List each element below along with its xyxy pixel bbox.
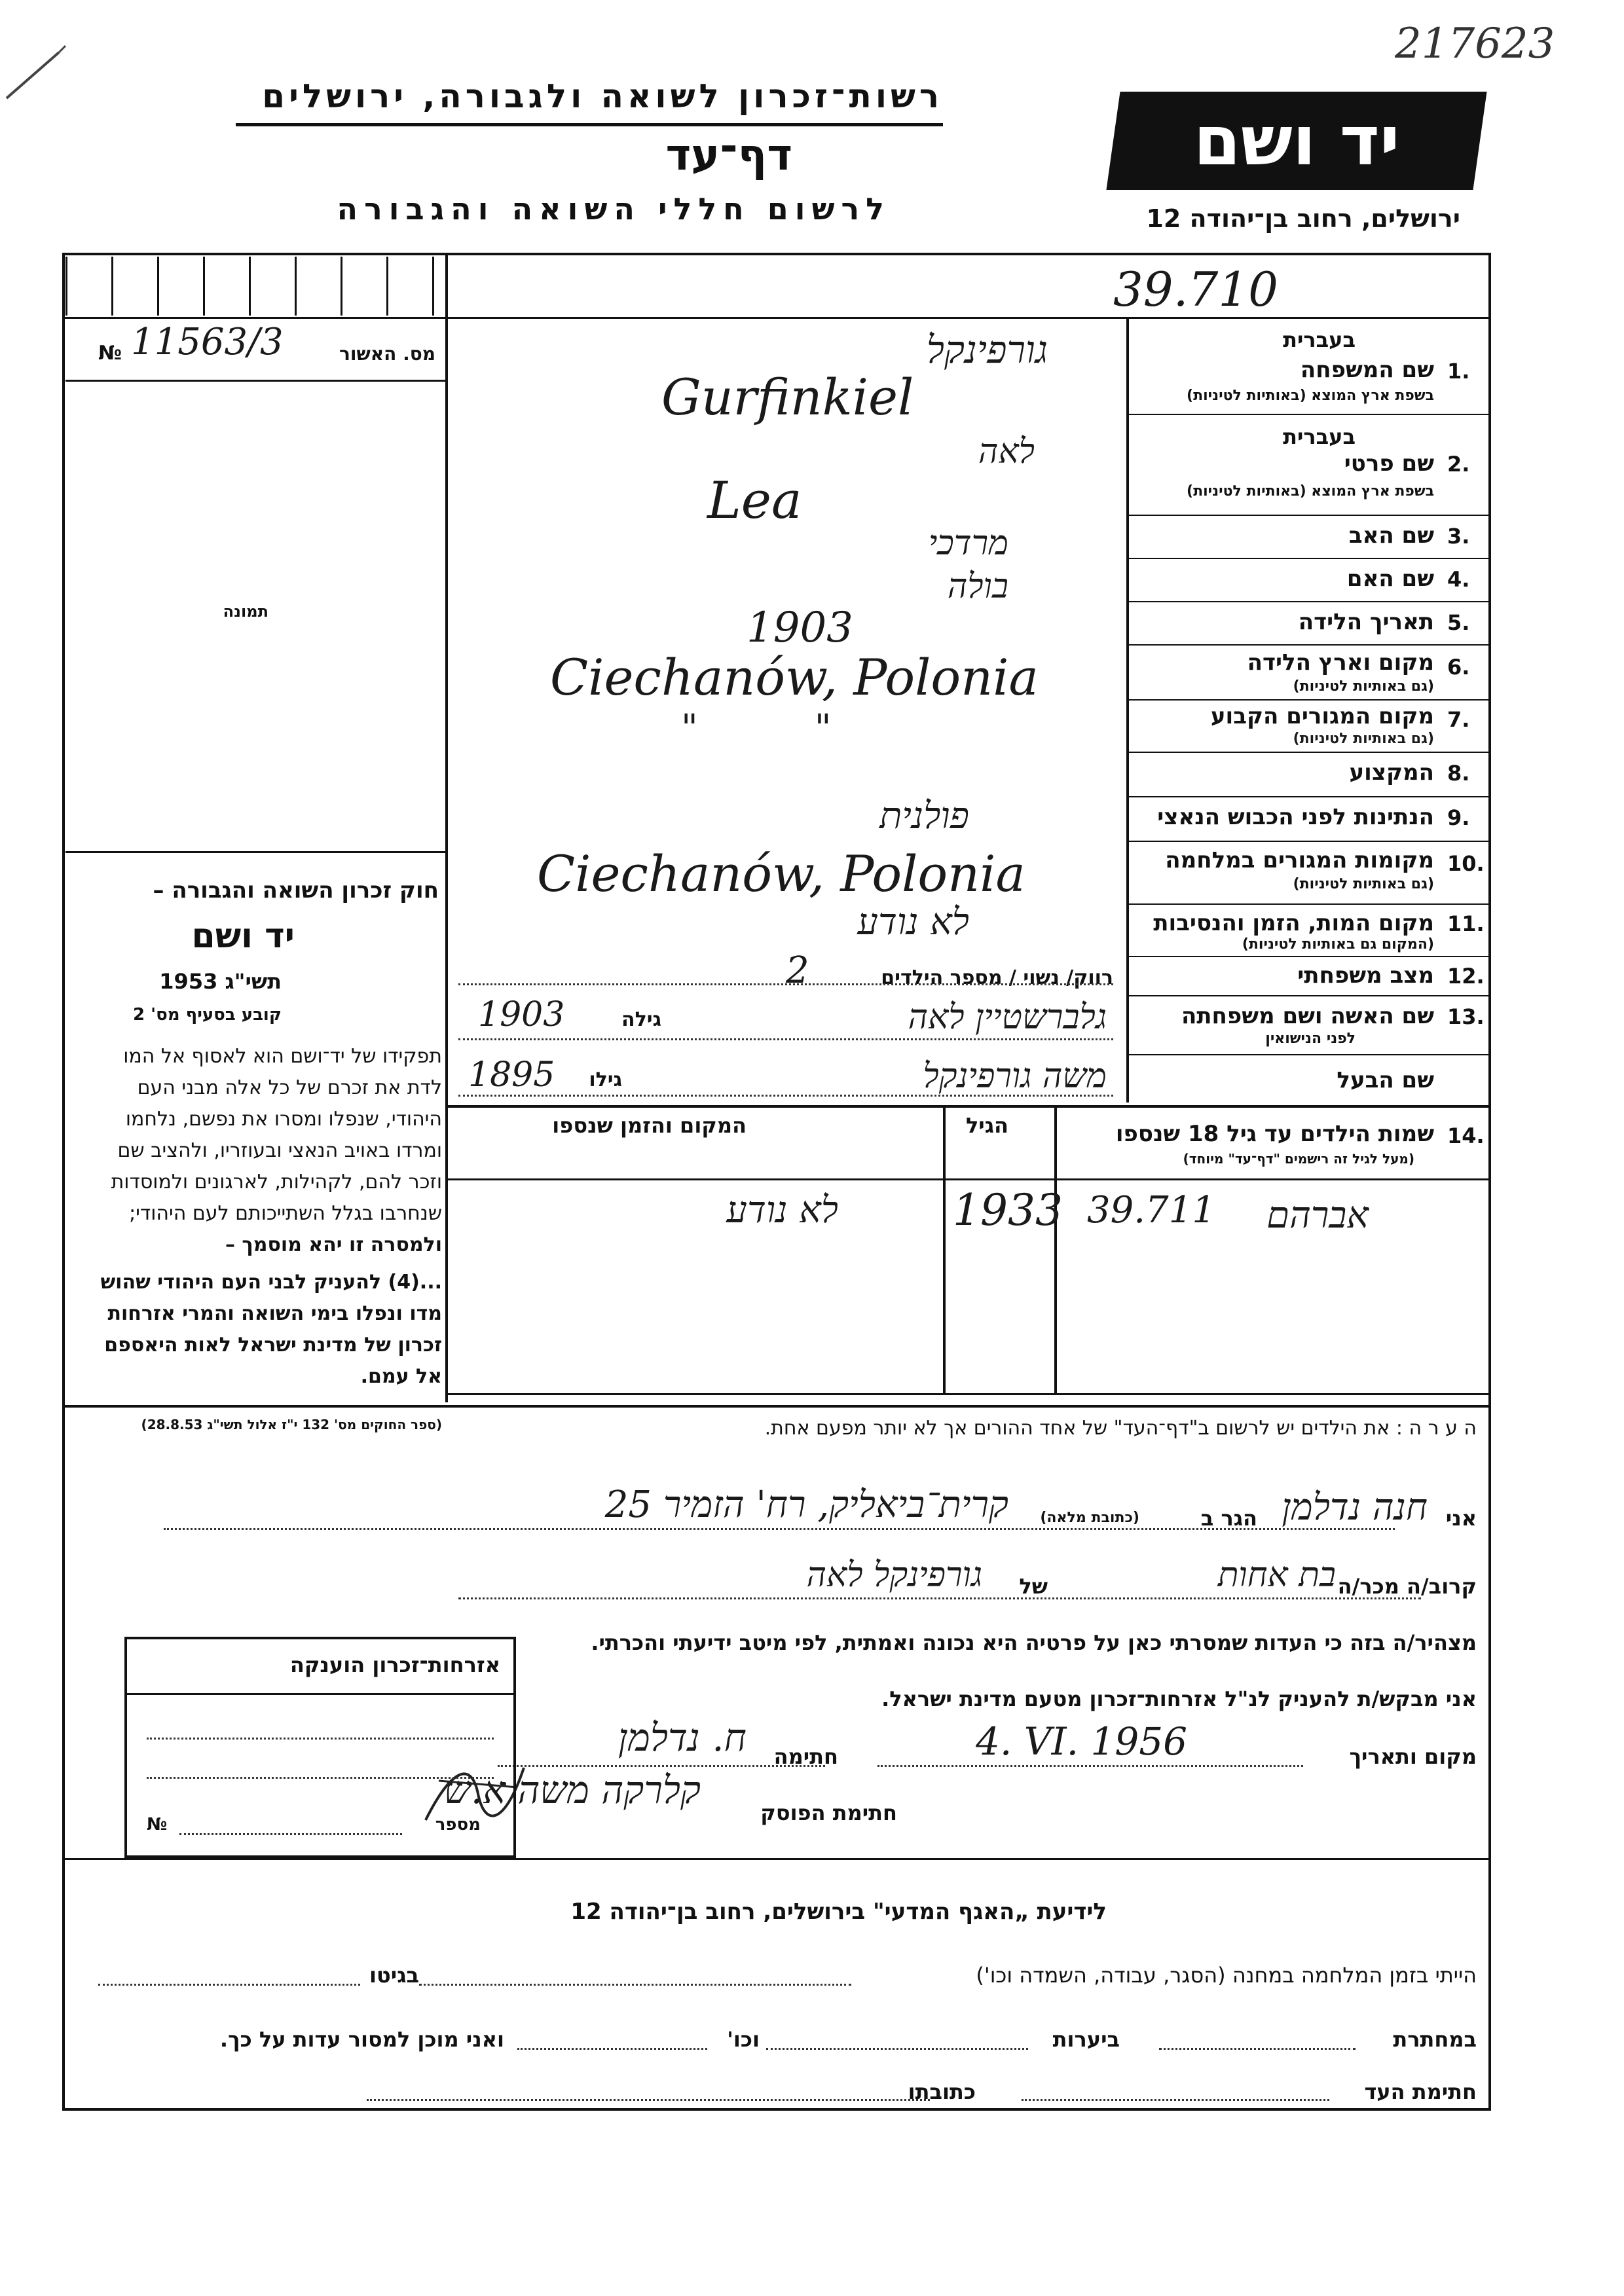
field-2-sub-heb: בעברית bbox=[1283, 424, 1356, 449]
children-sub: (מעל לגיל זה רישמים "דף־עד" מיוחד) bbox=[1183, 1151, 1414, 1167]
field-10-label: מקומות המגורים במלחמה bbox=[1165, 847, 1434, 873]
field-4-num: 4. bbox=[1447, 567, 1470, 592]
field-9-num: 9. bbox=[1447, 805, 1470, 830]
field-6-label: מקום וארץ הלידה bbox=[1247, 649, 1434, 676]
field-13-age: 1903 bbox=[478, 995, 565, 1034]
decl-signature: ח. נדלמן bbox=[618, 1715, 747, 1760]
decl-relative-label: קרוב/ה מכר/ה bbox=[1337, 1574, 1477, 1599]
frame-right bbox=[1488, 253, 1491, 1405]
footer-underground: במחתרת bbox=[1393, 2027, 1477, 2052]
decl-signature-label: חתימה bbox=[773, 1744, 838, 1769]
field-13-value: גלברשטיין לאה bbox=[908, 998, 1107, 1037]
field-1-sub: בשפת ארץ המוצא (באותיות לטיניות) bbox=[1187, 388, 1434, 404]
citizenship-no: № bbox=[147, 1815, 168, 1834]
children-col-place: המקום והזמן שנספו bbox=[552, 1113, 747, 1138]
decl-name: חנה נדלמן bbox=[1282, 1486, 1428, 1529]
field-13-num: 13. bbox=[1447, 1004, 1485, 1029]
field-6-sub: (גם באותיות לטיניות) bbox=[1293, 678, 1434, 695]
field-12-label: מצב משפחתי bbox=[1297, 962, 1434, 989]
left-column-divider bbox=[445, 253, 448, 1402]
field-13-label: שם האשה ושם משפחתה bbox=[1181, 1003, 1434, 1029]
field-13-age-label: גילה bbox=[621, 1008, 661, 1031]
law-paragraph-1: תפקידו של יד־ושם הוא לאסוף אל המו לדת את זכרם של כל אלה מבני העם היהודי, שנפלו ומסרו את נפשם, נלחמו ומרדו באויב הנאצי ובעוזריו, ולהציב שם וזכר להם, לקהילות, לארגונים ולמוסדות שנחרבו בגלל השתייכותם לעם היהודי; ולמסרה זו יהא מוסמך – bbox=[111, 1045, 442, 1256]
field-11-sub: (המקום גם באותיות לטיניות) bbox=[1242, 936, 1434, 953]
child-name: אברהם bbox=[1266, 1194, 1369, 1237]
header-address: ירושלים, רחוב בן־יהודה 12 bbox=[1146, 204, 1460, 233]
decl-address: קרית־ביאליק, רח' הזמיר 25 bbox=[604, 1484, 1008, 1526]
frame-bottom bbox=[62, 1405, 1490, 1408]
footer-etc: וכו' bbox=[727, 2027, 760, 2052]
top-number: 39.710 bbox=[1113, 262, 1278, 317]
field-11-num: 11. bbox=[1447, 911, 1485, 936]
field-1-value-lat: Gurfinkiel bbox=[661, 368, 914, 426]
footer-title: לידיעת „האגף המדעי" בירושלים, רחוב בן־יהודה 12 bbox=[570, 1899, 1107, 1925]
field-10-num: 10. bbox=[1447, 851, 1485, 876]
header-underline bbox=[236, 123, 943, 126]
law-year: תשי"ג 1953 bbox=[159, 969, 282, 994]
decl-judge-signature: קלרקה משה א.ש bbox=[443, 1768, 701, 1812]
field-11-value: לא נודע bbox=[857, 901, 969, 943]
field-1-sub-heb: בעברית bbox=[1283, 327, 1356, 352]
archive-number: 217623 bbox=[1395, 20, 1555, 68]
field-9-value: פולנית bbox=[879, 795, 969, 837]
field-12-value: 2 bbox=[786, 949, 809, 992]
header-title: דף־עד bbox=[665, 130, 792, 180]
field-12-num: 12. bbox=[1447, 964, 1485, 989]
footer-forests: ביערות bbox=[1052, 2027, 1120, 2052]
decl-request: אני מבקש/ת להעניק לנ"ל אזרחות־זכרון מטעם מדינת ישראל. bbox=[881, 1686, 1477, 1711]
husband-value: משה גורפינקל bbox=[923, 1057, 1107, 1096]
field-7-value: " " bbox=[681, 707, 832, 750]
decl-judge-label: חתימת הפוסק bbox=[760, 1800, 897, 1825]
field-12-inline: רווק/ נשוי / מספר הילדים bbox=[881, 966, 1113, 989]
decl-place-date-label: מקום ותאריך bbox=[1349, 1744, 1477, 1769]
header-subtitle: לרשום חללי השואה והגבורה bbox=[337, 191, 891, 227]
hatch-block bbox=[65, 257, 444, 316]
field-3-label: שם האב bbox=[1348, 522, 1434, 549]
field-6-num: 6. bbox=[1447, 655, 1470, 680]
children-label: שמות הילדים עד גיל 18 שנספו bbox=[1115, 1121, 1434, 1147]
footer-witness-signature: חתימת העד bbox=[1364, 2079, 1477, 2104]
field-3-value: מרדכי bbox=[928, 524, 1008, 563]
field-5-label: תאריך הלידה bbox=[1298, 609, 1434, 635]
law-ref: (ספר החוקים מס' 132 י"ז אלול תשי"ג 28.8.53) bbox=[141, 1417, 442, 1432]
decl-gar: הגר ב bbox=[1200, 1506, 1257, 1531]
field-1-value-heb: גורפינקל bbox=[926, 327, 1048, 372]
footer-ghetto: בגיטו bbox=[369, 1963, 419, 1988]
photo-label: תמונה bbox=[223, 602, 268, 621]
field-7-label: מקום המגורים הקבוע bbox=[1210, 703, 1434, 729]
frame-top bbox=[62, 253, 1490, 255]
child-age: 1933 bbox=[953, 1185, 1063, 1235]
permit-label: מס. האשור bbox=[339, 343, 435, 365]
field-6-value: Ciechanów, Polonia bbox=[550, 648, 1039, 706]
yad-vashem-logo: יד ושם bbox=[1106, 92, 1486, 190]
footer-ready: ואני מוכן למסור עדות על כך. bbox=[219, 2027, 504, 2052]
decl-addr-hint: (כתובת מלאה) bbox=[1040, 1510, 1139, 1526]
field-9-label: הנתינות לפני הכבוש הנאצי bbox=[1157, 804, 1434, 830]
law-name: יד ושם bbox=[191, 917, 295, 956]
field-10-value: Ciechanów, Polonia bbox=[537, 845, 1025, 903]
corner-mark bbox=[0, 26, 72, 105]
note: ה ע ר ה : את הילדים יש לרשום ב"דף־העד" של אחד ההורים אך לא יותר מפעם אחת. bbox=[764, 1417, 1477, 1440]
decl-declare: מצהיר/ה בזה כי העדות שמסרתי כאן על פרטיה היא נכונה ואמתית, לפי מיטב ידיעתי והכרתי. bbox=[591, 1630, 1477, 1655]
husband-age: 1895 bbox=[468, 1055, 555, 1095]
header-authority: רשות־זכרון לשואה ולגבורה, ירושלים bbox=[262, 77, 943, 115]
field-8-num: 8. bbox=[1447, 761, 1470, 786]
child-number: 39.711 bbox=[1087, 1189, 1215, 1231]
field-4-label: שם האם bbox=[1346, 566, 1434, 592]
field-8-label: המקצוע bbox=[1349, 759, 1434, 786]
field-2-sub: בשפת ארץ המוצא (באותיות לטיניות) bbox=[1187, 483, 1434, 500]
field-11-label: מקום המות, הזמן והנסיבות bbox=[1153, 910, 1434, 936]
citizenship-number-label: מספר bbox=[435, 1815, 481, 1834]
husband-label: שם הבעל bbox=[1337, 1067, 1434, 1093]
husband-age-label: גילו bbox=[589, 1068, 622, 1091]
field-2-value-lat: Lea bbox=[707, 471, 802, 530]
field-7-num: 7. bbox=[1447, 707, 1470, 732]
permit-value: 11563/3 bbox=[131, 321, 284, 363]
children-col-age: הגיל bbox=[965, 1113, 1008, 1138]
field-13-sub: לפני הנישואין bbox=[1265, 1030, 1356, 1047]
decl-shel: של bbox=[1019, 1574, 1048, 1599]
field-10-sub: (גם באותיות לטיניות) bbox=[1293, 876, 1434, 892]
decl-of-name: גורפינקל לאה bbox=[806, 1556, 982, 1595]
field-7-sub: (גם באותיות לטיניות) bbox=[1293, 731, 1434, 747]
child-place: לא נודע bbox=[726, 1189, 838, 1231]
field-3-num: 3. bbox=[1447, 524, 1470, 549]
children-num: 14. bbox=[1447, 1123, 1485, 1148]
field-5-value: 1903 bbox=[747, 604, 853, 652]
permit-no: № bbox=[98, 342, 122, 365]
decl-date: 4. VI. 1956 bbox=[976, 1719, 1188, 1764]
field-5-num: 5. bbox=[1447, 610, 1470, 635]
citizenship-box bbox=[124, 1637, 516, 1858]
decl-relative: בת אחות bbox=[1217, 1556, 1336, 1595]
law-paragraph-2: ...(4) להעניק לבני העם היהודי שהוש מדו ונפלו בימי השואה והמרי אזרחות זכרון של מדינת ישראל לאות היאספם אל עמם. bbox=[100, 1271, 442, 1388]
field-2-label: שם פרטי bbox=[1344, 450, 1434, 477]
field-2-value-heb: לאה bbox=[978, 432, 1035, 471]
field-1-num: 1. bbox=[1447, 359, 1470, 384]
decl-ani: אני bbox=[1445, 1506, 1477, 1531]
footer-address: כתובתו bbox=[908, 2079, 976, 2104]
label-column-divider bbox=[1126, 317, 1129, 1102]
field-2-num: 2. bbox=[1447, 452, 1470, 477]
citizenship-title: אזרחות־זכרון הוענקה bbox=[289, 1652, 500, 1677]
law-section: קובע בסעיף מס' 2 bbox=[133, 1005, 282, 1025]
field-1-label: שם המשפחה bbox=[1300, 357, 1434, 383]
footer-camp-text: הייתי בזמן המלחמה במחנה (הסגר, עבודה, השמדה וכו') bbox=[976, 1963, 1477, 1988]
law-title: חוק זכרון השואה והגבורה – bbox=[153, 877, 439, 903]
field-4-value: בולה bbox=[947, 567, 1008, 606]
